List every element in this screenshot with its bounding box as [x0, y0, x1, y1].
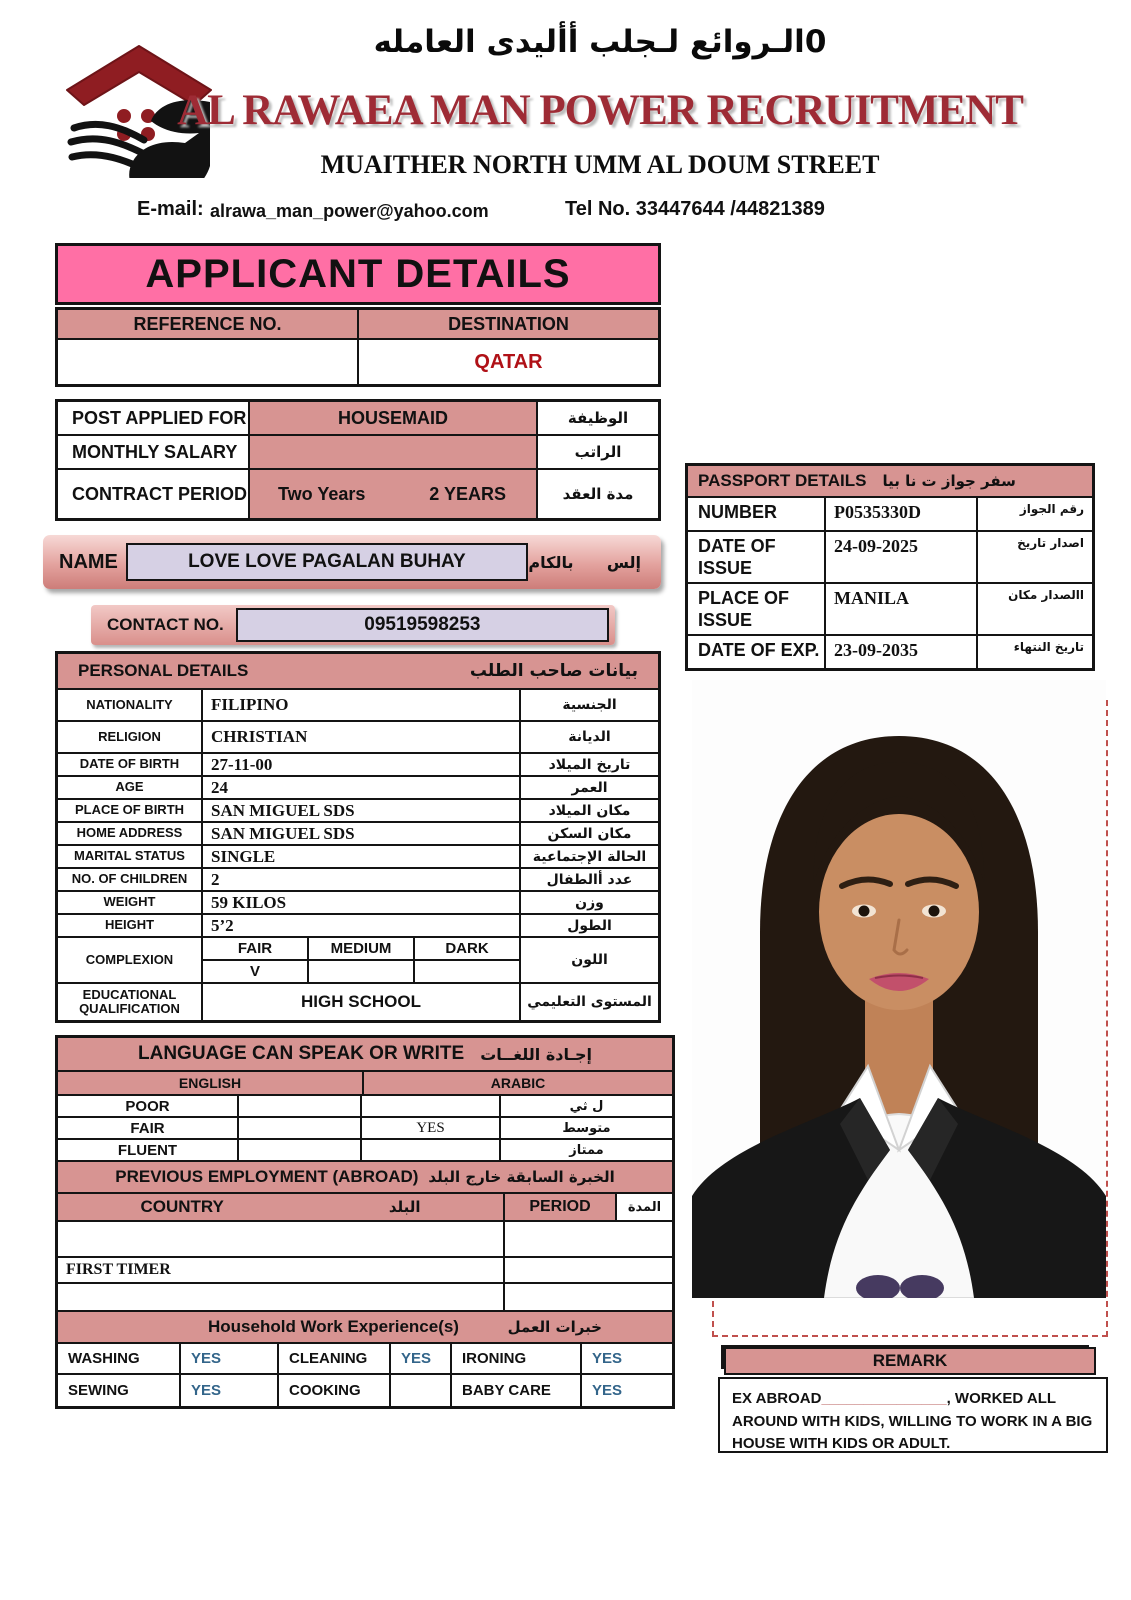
table-row: NO. OF CHILDREN 2 عدد أالطفال — [58, 869, 658, 892]
name-field: LOVE LOVE PAGALAN BUHAY — [126, 543, 528, 581]
passport-details-title: PASSPORT DETAILS — [698, 471, 867, 490]
header-arabic-line: 0الـروائع لـجلب أأليدى العامله — [373, 24, 827, 60]
complexion-medium: MEDIUM — [307, 938, 413, 959]
reference-no-header: REFERENCE NO. — [58, 310, 359, 338]
monthly-salary-value — [250, 436, 538, 468]
email-value: alrawa_man_power@yahoo.com — [210, 201, 489, 221]
table-row: HEIGHT 5’2 الطول — [58, 915, 658, 938]
table-row: RELIGION CHRISTIAN الديانة — [58, 722, 658, 754]
table-row — [58, 1222, 672, 1258]
education-row: EDUCATIONAL QUALIFICATION HIGH SCHOOL المستوى التعليمي — [58, 984, 658, 1020]
post-applied-arabic: الوظيفة — [567, 409, 629, 427]
remark-header: REMARK — [724, 1347, 1096, 1375]
table-row: FLUENT ممتاز — [58, 1140, 672, 1162]
destination-value: QATAR — [474, 350, 543, 373]
table-row: PLACE OF BIRTH SAN MIGUEL SDS مكان الميلاد — [58, 800, 658, 823]
table-row: MARITAL STATUS SINGLE الحالة الإجتماعية — [58, 846, 658, 869]
complexion-fair: FAIR — [237, 940, 273, 957]
company-title: AL RAWAEA MAN POWER RECRUITMENT — [177, 87, 1023, 134]
email-label: E-mail: — [137, 198, 204, 220]
table-row: AGE 24 العمر — [58, 777, 658, 800]
household-header: Household Work Experience(s) خبرات العمل — [58, 1312, 672, 1344]
contract-period-label: CONTRACT PERIOD — [58, 470, 250, 518]
left-column — [55, 243, 675, 1409]
period-column-header: PERIOD — [505, 1194, 617, 1220]
complexion-dark: DARK — [413, 938, 519, 959]
table-row — [58, 402, 658, 436]
personal-details-title-arabic: بيانات صاحب الطلب — [469, 661, 638, 681]
table-row: POOR ل ثي — [58, 1096, 672, 1118]
name-bar — [43, 535, 661, 589]
reference-no-value — [58, 340, 359, 384]
post-applied-value: HOUSEMAID — [250, 402, 538, 434]
monthly-salary-arabic: الراتب — [574, 443, 622, 461]
remark-text-suffix: , WORKED ALL AROUND WITH KIDS, WILLING TO WORK IN A BIG HOUSE WITH KIDS OR ADULT. — [732, 1390, 1093, 1452]
contract-period-years: 2 YEARS — [429, 483, 506, 504]
table-row: WASHING YES CLEANING YES IRONING YES — [58, 1344, 672, 1375]
table-row: HOME ADDRESS SAN MIGUEL SDS مكان السكن — [58, 823, 658, 846]
applicant-details-banner: APPLICANT DETAILS — [55, 243, 661, 305]
remark-text-prefix: EX ABROAD — [732, 1390, 822, 1407]
table-row: FAIR YES متوسط — [58, 1118, 672, 1140]
personal-details-title: PERSONAL DETAILS — [78, 661, 249, 680]
table-row: WEIGHT 59 KILOS وزن — [58, 892, 658, 915]
company-address: MUAITHER NORTH UMM AL DOUM STREET — [320, 150, 880, 179]
complexion-medium-check — [307, 961, 413, 982]
table-row: NATIONALITY FILIPINO الجنسية — [58, 690, 658, 722]
contract-period-arabic: مدة العقد — [562, 485, 634, 503]
country-column-header: COUNTRY البلد — [58, 1194, 505, 1220]
complexion-row: COMPLEXION FAIR MEDIUM DARK V اللون — [58, 938, 658, 984]
remark-box — [718, 1377, 1108, 1453]
table-row: DATE OF EXP. 23-09-2035 تاريخ النتهاء — [688, 636, 1092, 668]
language-employment-table — [55, 1035, 675, 1409]
table-row: DATE OF ISSUE 24-09-2025 اصدار تاريخ — [688, 532, 1092, 584]
contact-label: CONTACT NO. — [107, 615, 224, 634]
name-label: NAME — [59, 550, 118, 573]
monthly-salary-label: MONTHLY SALARY — [58, 436, 250, 468]
name-arabic: إلس بالكام — [528, 552, 641, 572]
contract-period-text: Two Years — [278, 483, 366, 504]
table-row — [58, 1284, 672, 1312]
previous-employment-header: PREVIOUS EMPLOYMENT (ABROAD) الخبرة السابقة خارج البلد — [58, 1162, 672, 1194]
passport-details-table — [685, 463, 1095, 671]
table-row — [58, 470, 658, 518]
complexion-fair-check: V — [249, 963, 260, 980]
remark-underline: _______________ — [821, 1390, 947, 1407]
phone-numbers: Tel No. 33447644 /44821389 — [565, 198, 825, 220]
table-row: NUMBER P0535330D رقم الجواز — [688, 498, 1092, 532]
contact-bar — [91, 605, 615, 645]
post-applied-label: POST APPLIED FOR — [58, 402, 250, 434]
table-row: SEWING YES COOKING BABY CARE YES — [58, 1375, 672, 1406]
contact-field: 09519598253 — [236, 608, 609, 642]
reference-destination-table — [55, 307, 661, 387]
period-arabic: المدة — [627, 1199, 662, 1215]
destination-header: DESTINATION — [448, 313, 569, 334]
applicant-photo — [692, 680, 1106, 1298]
table-row: DATE OF BIRTH 27-11-00 تاريخ الميلاد — [58, 754, 658, 777]
english-column-header: ENGLISH — [58, 1072, 364, 1094]
arabic-column-header: ARABIC — [490, 1075, 546, 1091]
table-row: FIRST TIMER — [58, 1258, 672, 1284]
table-row — [58, 436, 658, 470]
post-applied-table — [55, 399, 661, 521]
language-header: LANGUAGE CAN SPEAK OR WRITE إجـادة اللغــات — [58, 1038, 672, 1072]
contract-period-value — [250, 470, 538, 518]
table-row: PLACE OF ISSUE MANILA االصدار مكان — [688, 584, 1092, 636]
personal-details-table — [55, 651, 661, 1023]
passport-details-title-arabic: سفر جواز ت نا بيا — [882, 472, 1016, 490]
complexion-dark-check — [413, 961, 519, 982]
